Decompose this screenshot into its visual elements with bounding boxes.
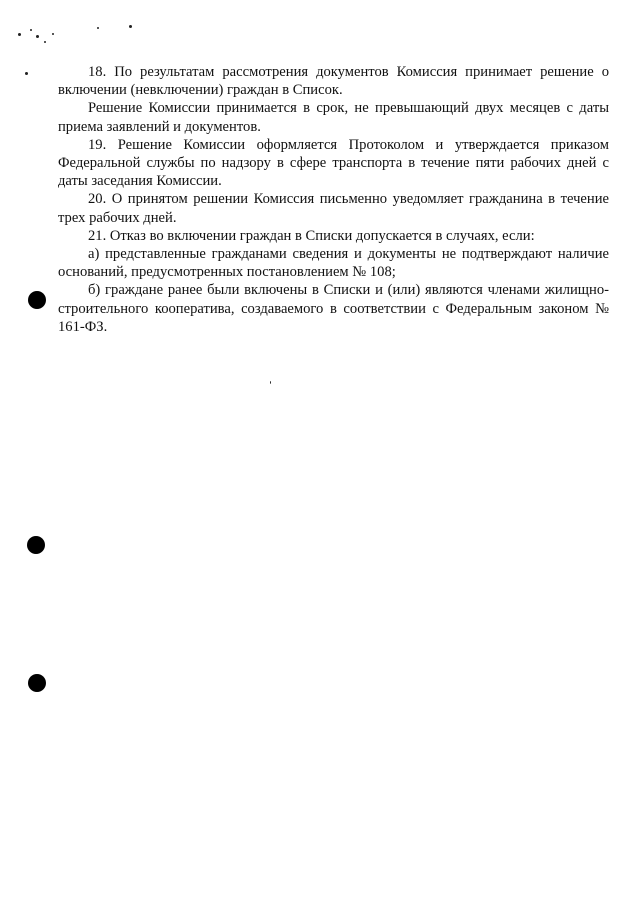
paragraph-18-decision-term: Решение Комиссии принимается в срок, не превышающий двух месяцев с даты приема заявлений и документов. xyxy=(58,100,609,135)
paragraph-20: 20. О принятом решении Комиссия письменно уведомляет гражданина в течение трех рабочих дней. xyxy=(58,191,609,226)
scan-speck xyxy=(52,33,54,35)
punch-hole xyxy=(27,536,45,554)
scan-speck xyxy=(36,35,39,38)
scan-speck xyxy=(97,27,99,29)
scan-speck xyxy=(30,29,32,31)
punch-hole xyxy=(28,291,46,309)
document-body xyxy=(58,63,609,336)
scan-speck xyxy=(129,25,132,28)
paragraph-21-item-b: б) граждане ранее были включены в Списки и (или) являются членами жилищно-строительного кооператива, создаваемого в соответствии с Федеральным законом № 161-ФЗ. xyxy=(58,282,609,335)
scan-speck xyxy=(18,33,21,36)
scan-speck xyxy=(25,72,28,75)
punch-hole xyxy=(28,674,46,692)
scan-speck xyxy=(44,41,46,43)
paragraph-21: 21. Отказ во включении граждан в Списки допускается в случаях, если: xyxy=(88,227,535,244)
paragraph-21-item-a: а) представленные гражданами сведения и документы не подтверждают наличие оснований, предусмотренных постановлением № 108; xyxy=(58,246,609,281)
paragraph-19: 19. Решение Комиссии оформляется Протоколом и утверждается приказом Федеральной службы по надзору в сфере транспорта в течение пяти рабочих дней с даты заседания Комиссии. xyxy=(58,136,609,190)
paragraph-18: 18. По результатам рассмотрения документов Комиссия принимает решение о включении (невключении) граждан в Список. xyxy=(58,64,609,99)
scan-speck xyxy=(270,381,271,384)
